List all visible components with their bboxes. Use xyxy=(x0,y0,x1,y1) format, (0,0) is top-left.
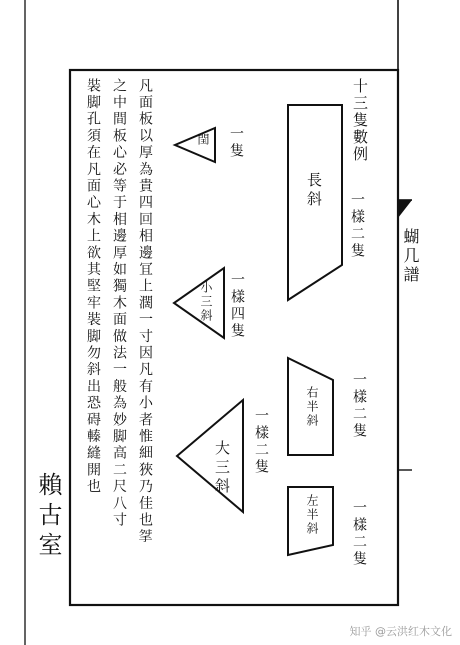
qty-you-ban-xie: 一樣二隻 xyxy=(351,372,367,440)
body-column-2: 之中間板心必等于相邊厚如獨木面做法一般為妙脚高二尺八寸 xyxy=(111,78,127,529)
piece-label-chang-xie: 長斜 xyxy=(305,172,323,210)
fish-tail-mark xyxy=(398,200,412,218)
page-title: 十三隻數例 xyxy=(351,78,369,163)
piece-label-xiao-san-xie: 小三斜 xyxy=(199,281,213,323)
studio-seal: 賴古室 xyxy=(34,472,62,562)
body-column-1: 凡面板以厚為貴四回相邊冝上濶一寸因凡有小者惟細狹乃佳也𢫰 xyxy=(137,78,153,546)
qty-chang-xie: 一樣二隻 xyxy=(349,192,365,260)
side-tab-text: 蝴几譜 xyxy=(401,228,420,285)
body-column-3: 裝脚孔須在凡面心木上欲其堅牢裝脚勿斜出恐碍轃縫開也 xyxy=(85,78,101,496)
qty-zuo-ban-xie: 一樣二隻 xyxy=(351,500,367,568)
qty-da-san-xie: 一樣二隻 xyxy=(253,408,269,476)
piece-label-da-san-xie: 大三斜 xyxy=(213,440,231,497)
piece-label-zuo-ban-xie: 左半斜 xyxy=(305,494,319,536)
piece-label-run: 閏 xyxy=(196,133,210,147)
watermark: 知乎 @云洪红木文化 xyxy=(349,625,452,638)
qty-xiao-san-xie: 一樣四隻 xyxy=(229,272,245,340)
shape-da-san-xie xyxy=(177,400,243,512)
qty-run: 一隻 xyxy=(228,126,244,160)
piece-label-you-ban-xie: 右半斜 xyxy=(305,386,319,428)
